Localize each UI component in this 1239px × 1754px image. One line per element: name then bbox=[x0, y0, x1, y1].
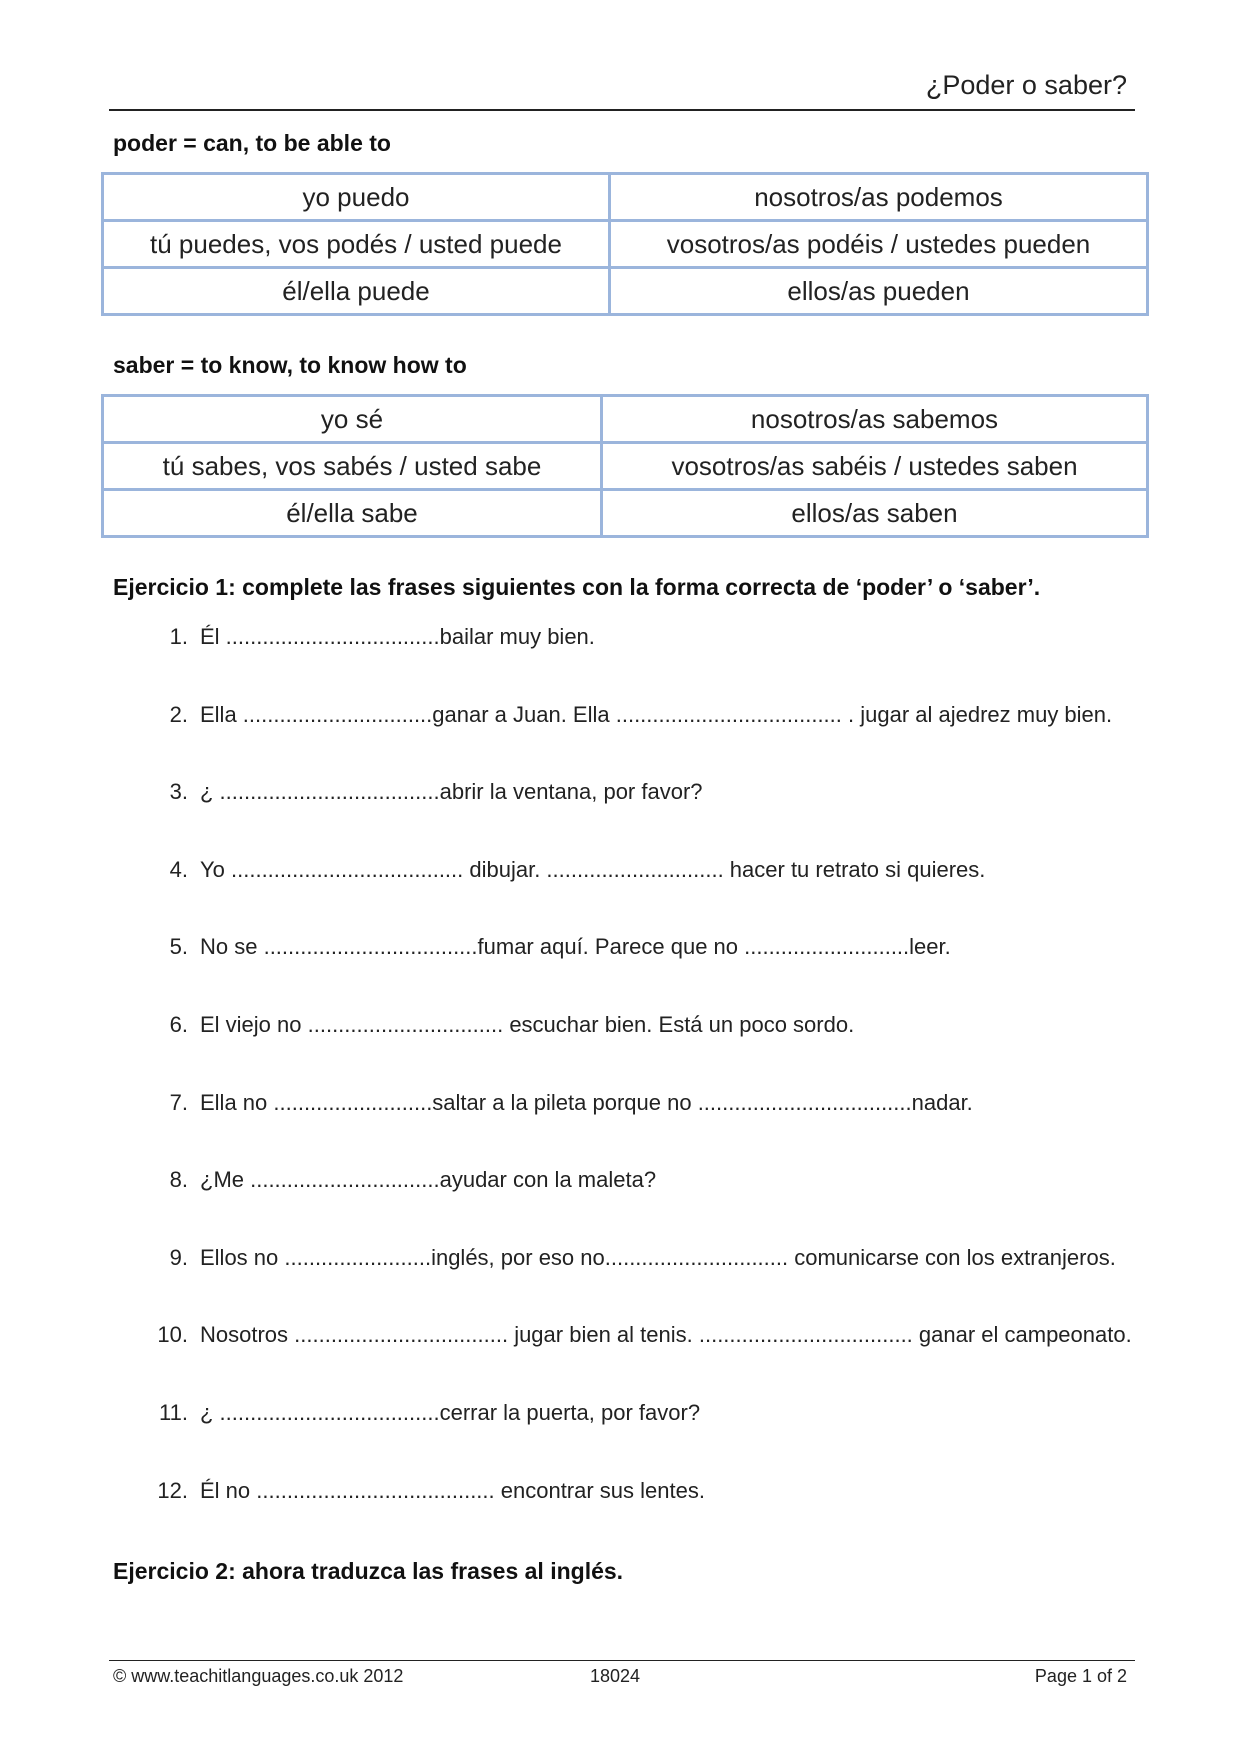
table-row bbox=[103, 268, 1148, 315]
item-number: 11. bbox=[159, 1399, 188, 1425]
saber-conjugation-table bbox=[101, 394, 1149, 538]
item-number: 5. bbox=[169, 934, 188, 960]
item-number: 2. bbox=[169, 701, 188, 727]
list-item bbox=[150, 934, 1132, 1012]
item-text: Ellos no ........................inglés, por eso no.............................. comunicarse con los extranjeros. bbox=[200, 1244, 1116, 1270]
item-text: Ella ...............................ganar a Juan. Ella ..................................... . jugar al ajedrez muy bien. bbox=[200, 701, 1113, 727]
item-text: ¿ ....................................abrir la ventana, por favor? bbox=[200, 779, 703, 805]
item-text: No se ...................................fumar aquí. Parece que no ...........................leer. bbox=[200, 934, 951, 960]
table-cell: ellos/as pueden bbox=[610, 268, 1148, 315]
table-cell: nosotros/as podemos bbox=[610, 174, 1148, 221]
list-item bbox=[150, 1478, 1132, 1556]
item-text: Yo ...................................... dibujar. ............................. hacer tu retrato si quieres. bbox=[200, 856, 986, 882]
table-cell: tú puedes, vos podés / usted puede bbox=[103, 221, 610, 268]
header-rule bbox=[109, 109, 1135, 111]
item-number: 12. bbox=[157, 1477, 188, 1503]
table-cell: vosotros/as sabéis / ustedes saben bbox=[602, 443, 1148, 490]
list-item bbox=[150, 1400, 1132, 1478]
table-cell: vosotros/as podéis / ustedes pueden bbox=[610, 221, 1148, 268]
item-number: 4. bbox=[169, 856, 188, 882]
footer-page-number: Page 1 of 2 bbox=[1034, 1666, 1127, 1686]
item-text: ¿Me ...............................ayudar con la maleta? bbox=[200, 1167, 657, 1193]
saber-heading: saber = to know, to know how to bbox=[113, 352, 467, 378]
list-item bbox=[150, 1167, 1132, 1245]
footer-code: 18024 bbox=[590, 1666, 641, 1686]
table-cell: yo puedo bbox=[103, 174, 610, 221]
item-number: 10. bbox=[157, 1322, 188, 1348]
exercise1-heading: Ejercicio 1: complete las frases siguientes con la forma correcta de ‘poder’ o ‘saber’. bbox=[113, 574, 1041, 600]
item-number: 6. bbox=[169, 1011, 188, 1037]
list-item bbox=[150, 702, 1132, 780]
list-item bbox=[150, 1012, 1132, 1090]
table-cell: él/ella sabe bbox=[103, 490, 602, 537]
table-row bbox=[103, 443, 1148, 490]
table-cell: nosotros/as sabemos bbox=[602, 396, 1148, 443]
item-text: Nosotros ................................... jugar bien al tenis. ................................... ganar el campeonato. bbox=[200, 1322, 1132, 1348]
item-number: 9. bbox=[169, 1244, 188, 1270]
exercise2-heading: Ejercicio 2: ahora traduzca las frases al inglés. bbox=[113, 1558, 624, 1584]
item-text: Él ...................................bailar muy bien. bbox=[200, 624, 595, 649]
item-text: Ella no ..........................saltar a la pileta porque no ...................................nadar. bbox=[200, 1089, 973, 1115]
list-item bbox=[150, 857, 1132, 935]
table-cell: tú sabes, vos sabés / usted sabe bbox=[103, 443, 602, 490]
list-item bbox=[150, 1090, 1132, 1168]
list-item bbox=[150, 779, 1132, 857]
item-number: 1. bbox=[169, 624, 188, 649]
table-row bbox=[103, 490, 1148, 537]
poder-conjugation-table bbox=[101, 172, 1149, 316]
item-number: 7. bbox=[169, 1089, 188, 1115]
table-cell: yo sé bbox=[103, 396, 602, 443]
footer-rule bbox=[109, 1660, 1135, 1661]
list-item bbox=[150, 1245, 1132, 1323]
item-number: 8. bbox=[169, 1167, 188, 1193]
table-cell: él/ella puede bbox=[103, 268, 610, 315]
item-text: El viejo no ................................ escuchar bien. Está un poco sordo. bbox=[200, 1011, 855, 1037]
item-text: Él no ....................................... encontrar sus lentes. bbox=[200, 1477, 705, 1503]
item-text: ¿ ....................................cerrar la puerta, por favor? bbox=[200, 1399, 701, 1425]
list-item bbox=[150, 624, 1132, 702]
table-row bbox=[103, 174, 1148, 221]
table-cell: ellos/as saben bbox=[602, 490, 1148, 537]
item-number: 3. bbox=[169, 779, 188, 805]
poder-heading: poder = can, to be able to bbox=[113, 130, 391, 156]
page-title: ¿Poder o saber? bbox=[925, 70, 1127, 100]
footer-copyright: © www.teachitlanguages.co.uk 2012 bbox=[113, 1666, 404, 1686]
exercise1-list bbox=[150, 624, 1132, 1555]
list-item bbox=[150, 1322, 1132, 1400]
table-row bbox=[103, 221, 1148, 268]
table-row bbox=[103, 396, 1148, 443]
